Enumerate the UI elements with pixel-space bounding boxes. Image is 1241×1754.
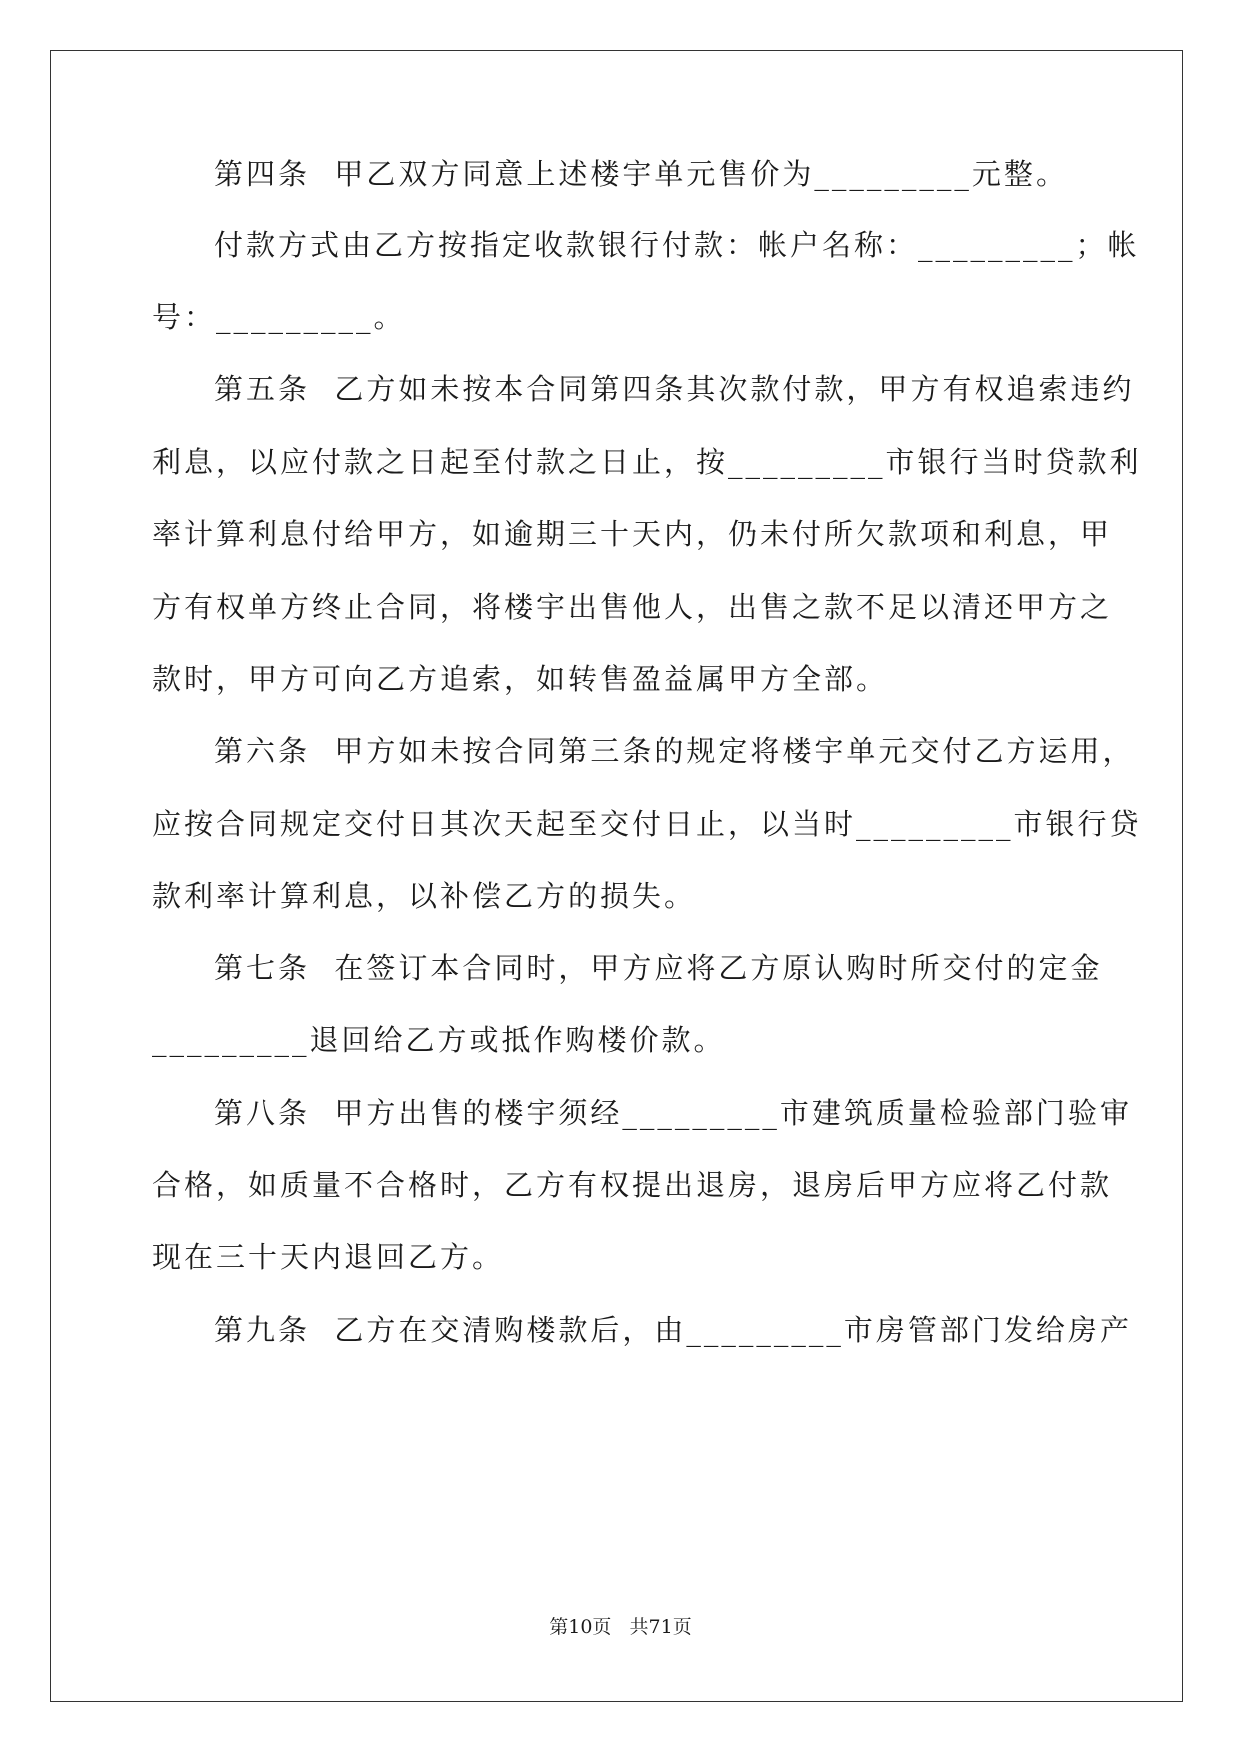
article-7-line-2: _________退回给乙方或抵作购楼价款。 [152, 1023, 726, 1057]
article-7-line-1: 第七条 在签订本合同时，甲方应将乙方原认购时所交付的定金 [214, 951, 1103, 985]
article-5-line-1: 第五条 乙方如未按本合同第四条其次款付款，甲方有权追索违约 [214, 372, 1135, 406]
payment-method-line-1: 付款方式由乙方按指定收款银行付款：帐户名称：_________；帐 [214, 228, 1140, 262]
article-8-line-3: 现在三十天内退回乙方。 [152, 1240, 505, 1274]
article-6-line-1: 第六条 甲方如未按合同第三条的规定将楼宇单元交付乙方运用， [214, 734, 1135, 768]
payment-method-line-2: 号：_________。 [152, 300, 406, 334]
article-8-line-2: 合格，如质量不合格时，乙方有权提出退房，退房后甲方应将乙付款 [152, 1168, 1113, 1202]
page-number-footer: 第10页 共71页 [549, 1616, 692, 1638]
article-5-line-5: 款时，甲方可向乙方追索，如转售盈益属甲方全部。 [152, 662, 889, 696]
article-4-line-1: 第四条 甲乙双方同意上述楼宇单元售价为_________元整。 [214, 157, 1068, 191]
article-5-line-4: 方有权单方终止合同，将楼宇出售他人，出售之款不足以清还甲方之 [152, 590, 1113, 624]
article-6-line-2: 应按合同规定交付日其次天起至交付日止，以当时_________市银行贷 [152, 807, 1142, 841]
article-5-line-2: 利息，以应付款之日起至付款之日止，按_________市银行当时贷款利 [152, 445, 1142, 479]
article-9-line-1: 第九条 乙方在交清购楼款后，由_________市房管部门发给房产 [214, 1313, 1132, 1347]
article-8-line-1: 第八条 甲方出售的楼宇须经_________市建筑质量检验部门验审 [214, 1096, 1132, 1130]
article-5-line-3: 率计算利息付给甲方，如逾期三十天内，仍未付所欠款项和利息，甲 [152, 517, 1113, 551]
article-6-line-3: 款利率计算利息，以补偿乙方的损失。 [152, 879, 697, 913]
